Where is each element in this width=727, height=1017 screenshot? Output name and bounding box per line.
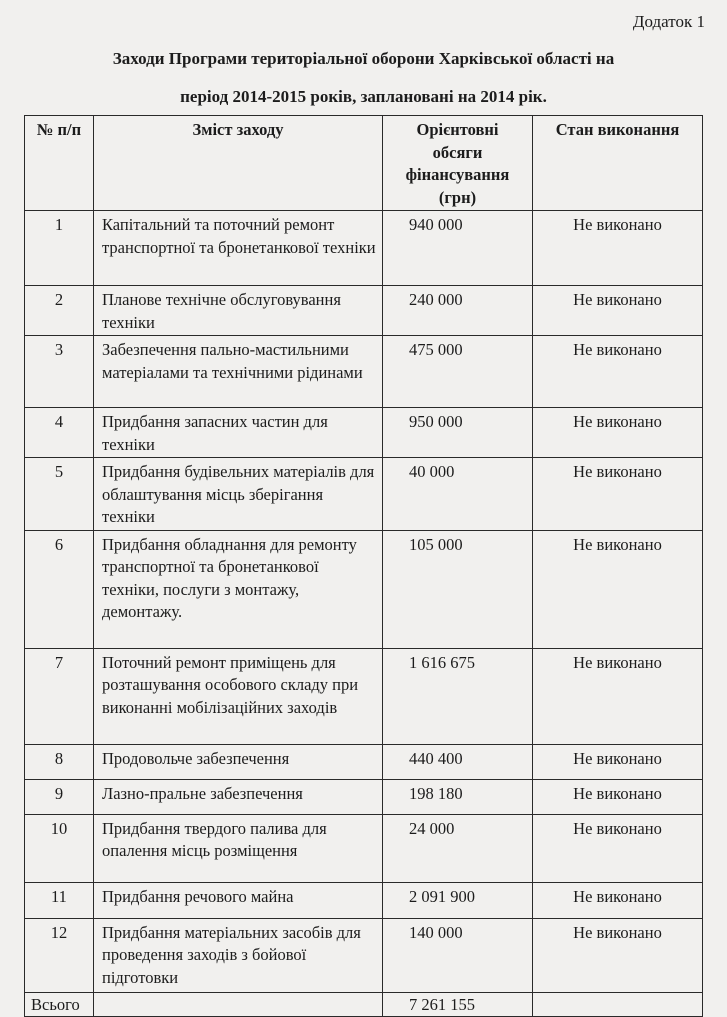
document-title-line-2: період 2014-2015 років, заплановані на 2014 рік. bbox=[180, 87, 547, 106]
row-number: 8 bbox=[25, 744, 94, 779]
row-status: Не виконано bbox=[533, 286, 703, 336]
total-status-cell bbox=[533, 992, 703, 1017]
table-row bbox=[25, 648, 703, 744]
row-amount: 440 400 bbox=[383, 744, 533, 779]
row-number: 2 bbox=[25, 286, 94, 336]
measures-table bbox=[24, 115, 703, 1017]
row-number: 12 bbox=[25, 918, 94, 992]
row-content: Придбання речового майна bbox=[94, 882, 383, 918]
row-status: Не виконано bbox=[533, 211, 703, 286]
row-amount: 475 000 bbox=[383, 336, 533, 408]
row-number: 9 bbox=[25, 779, 94, 814]
table-row bbox=[25, 458, 703, 531]
table-row bbox=[25, 336, 703, 408]
row-status: Не виконано bbox=[533, 408, 703, 458]
row-content: Капітальний та поточний ремонт транспортної та бронетанкової техніки bbox=[94, 211, 383, 286]
total-empty-cell bbox=[94, 992, 383, 1017]
row-amount: 198 180 bbox=[383, 779, 533, 814]
table-row bbox=[25, 918, 703, 992]
table-row bbox=[25, 814, 703, 882]
table-row bbox=[25, 779, 703, 814]
total-label: Всього bbox=[25, 992, 94, 1017]
row-content: Придбання матеріальних засобів для проведення заходів з бойової підготовки bbox=[94, 918, 383, 992]
total-row bbox=[25, 992, 703, 1017]
row-status: Не виконано bbox=[533, 530, 703, 648]
table-header-row bbox=[25, 116, 703, 211]
document-title-line-1: Заходи Програми територіальної оборони Харківської області на bbox=[112, 49, 615, 68]
header-content: Зміст заходу bbox=[94, 116, 383, 211]
row-status: Не виконано bbox=[533, 336, 703, 408]
header-status: Стан виконання bbox=[533, 116, 703, 211]
row-number: 10 bbox=[25, 814, 94, 882]
header-num: № п/п bbox=[25, 116, 94, 211]
row-status: Не виконано bbox=[533, 744, 703, 779]
row-number: 3 bbox=[25, 336, 94, 408]
row-content: Лазно-пральне забезпечення bbox=[94, 779, 383, 814]
row-status: Не виконано bbox=[533, 779, 703, 814]
row-number: 6 bbox=[25, 530, 94, 648]
row-number: 1 bbox=[25, 211, 94, 286]
table-row bbox=[25, 882, 703, 918]
table-row bbox=[25, 408, 703, 458]
table-row bbox=[25, 286, 703, 336]
table-row bbox=[25, 744, 703, 779]
row-amount: 105 000 bbox=[383, 530, 533, 648]
row-amount: 240 000 bbox=[383, 286, 533, 336]
row-amount: 2 091 900 bbox=[383, 882, 533, 918]
row-amount: 40 000 bbox=[383, 458, 533, 531]
appendix-label: Додаток 1 bbox=[632, 12, 705, 31]
row-content: Забезпечення пально-мастильними матеріалами та технічними рідинами bbox=[94, 336, 383, 408]
row-content: Придбання обладнання для ремонту транспортної та бронетанкової техніки, послуги з монтажу, демонтажу. bbox=[94, 530, 383, 648]
table-row bbox=[25, 530, 703, 648]
row-status: Не виконано bbox=[533, 814, 703, 882]
row-amount: 950 000 bbox=[383, 408, 533, 458]
row-status: Не виконано bbox=[533, 458, 703, 531]
row-status: Не виконано bbox=[533, 918, 703, 992]
row-number: 4 bbox=[25, 408, 94, 458]
row-content: Придбання запасних частин для техніки bbox=[94, 408, 383, 458]
row-status: Не виконано bbox=[533, 882, 703, 918]
row-content: Придбання твердого палива для опалення місць розміщення bbox=[94, 814, 383, 882]
row-number: 11 bbox=[25, 882, 94, 918]
table-row bbox=[25, 211, 703, 286]
total-amount: 7 261 155 bbox=[383, 992, 533, 1017]
row-content: Планове технічне обслуговування техніки bbox=[94, 286, 383, 336]
row-content: Поточний ремонт приміщень для розташування особового складу при виконанні мобілізаційних заходів bbox=[94, 648, 383, 744]
row-number: 7 bbox=[25, 648, 94, 744]
header-funding: Орієнтовні обсяги фінансування (грн) bbox=[383, 116, 533, 211]
row-number: 5 bbox=[25, 458, 94, 531]
row-content: Продовольче забезпечення bbox=[94, 744, 383, 779]
row-amount: 940 000 bbox=[383, 211, 533, 286]
row-amount: 140 000 bbox=[383, 918, 533, 992]
row-amount: 24 000 bbox=[383, 814, 533, 882]
row-status: Не виконано bbox=[533, 648, 703, 744]
row-amount: 1 616 675 bbox=[383, 648, 533, 744]
row-content: Придбання будівельних матеріалів для облаштування місць зберігання техніки bbox=[94, 458, 383, 531]
